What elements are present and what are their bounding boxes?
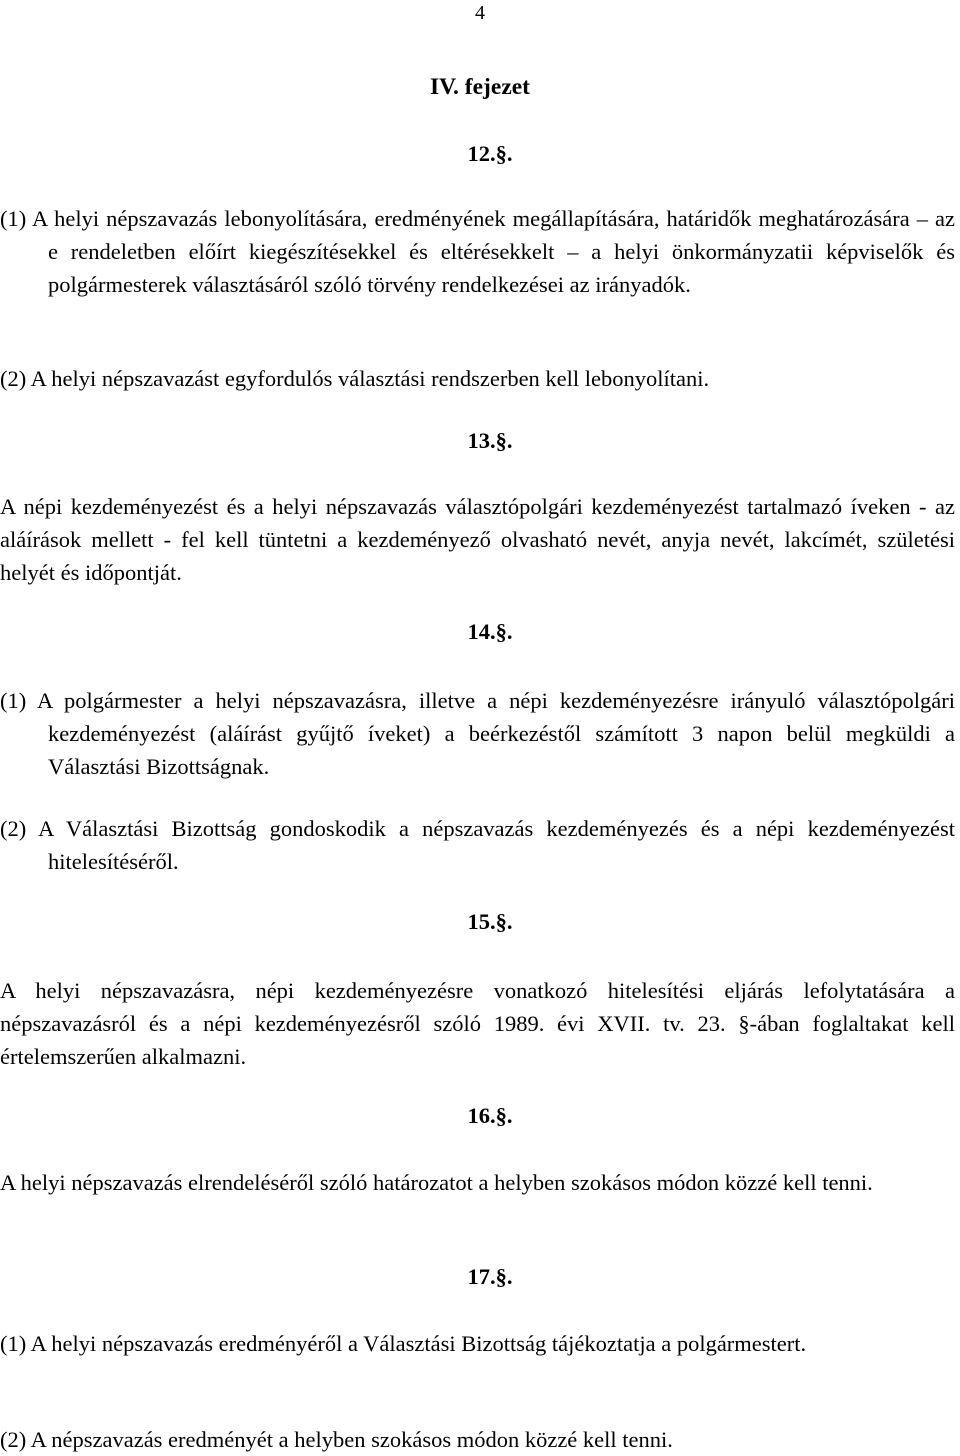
section-17-paragraph-1: (1) A helyi népszavazás eredményéről a Választási Bizottság tájékoztatja a polgármestert. [0, 1331, 807, 1356]
section-16-paragraph-1: A helyi népszavazás elrendeléséről szóló határozatot a helyben szokásos módon közzé kell tenni. [0, 1170, 873, 1195]
section-12-paragraph-2: (2) A helyi népszavazást egyfordulós választási rendszerben kell lebonyolítani. [0, 366, 710, 391]
section-heading-13: 13.§. [467, 428, 513, 453]
section-heading-16: 16.§. [467, 1103, 513, 1128]
section-15-paragraph-1: A helyi népszavazásra, népi kezdeményezésre vonatkozó hitelesítési eljárás lefolytatására a népszavazásról és a népi kezdeményezésről szóló 1989. évi XVII. tv. 23. §-ában foglaltakat kell értelemszerűen alkalmazni. [0, 978, 955, 1069]
section-12-paragraph-1: (1) A helyi népszavazás lebonyolítására, eredményének megállapítására, határidők meghatározására – az e rendeletben előírt kiegészítésekkel és eltérésekkelt – a helyi önkormányzatii képviselők és polgármesterek választásáról szóló törvény rendelkezései az irányadók. [0, 206, 955, 297]
page-number: 4 [475, 2, 485, 24]
section-13-paragraph-1: A népi kezdeményezést és a helyi népszavazás választópolgári kezdeményezést tartalmazó íveken - az aláírások mellett - fel kell tüntetni a kezdeményező olvasható nevét, anyja nevét, lakcímét, születési helyét és időpontját. [0, 494, 955, 585]
section-heading-14: 14.§. [467, 619, 513, 644]
section-14-paragraph-2: (2) A Választási Bizottság gondoskodik a népszavazás kezdeményezés és a népi kezdeményezést hitelesítéséről. [0, 816, 955, 874]
section-17-paragraph-2: (2) A népszavazás eredményét a helyben szokásos módon közzé kell tenni. [0, 1427, 673, 1452]
section-14-paragraph-1: (1) A polgármester a helyi népszavazásra, illetve a népi kezdeményezésre irányuló választópolgári kezdeményezést (aláírást gyűjtő íveket) a beérkezéstől számított 3 napon belül megküldi a Választási Bizottságnak. [0, 688, 955, 779]
chapter-title: IV. fejezet [429, 74, 531, 100]
section-heading-12: 12.§. [467, 141, 513, 166]
section-heading-17: 17.§. [467, 1264, 513, 1289]
section-heading-15: 15.§. [467, 909, 513, 934]
